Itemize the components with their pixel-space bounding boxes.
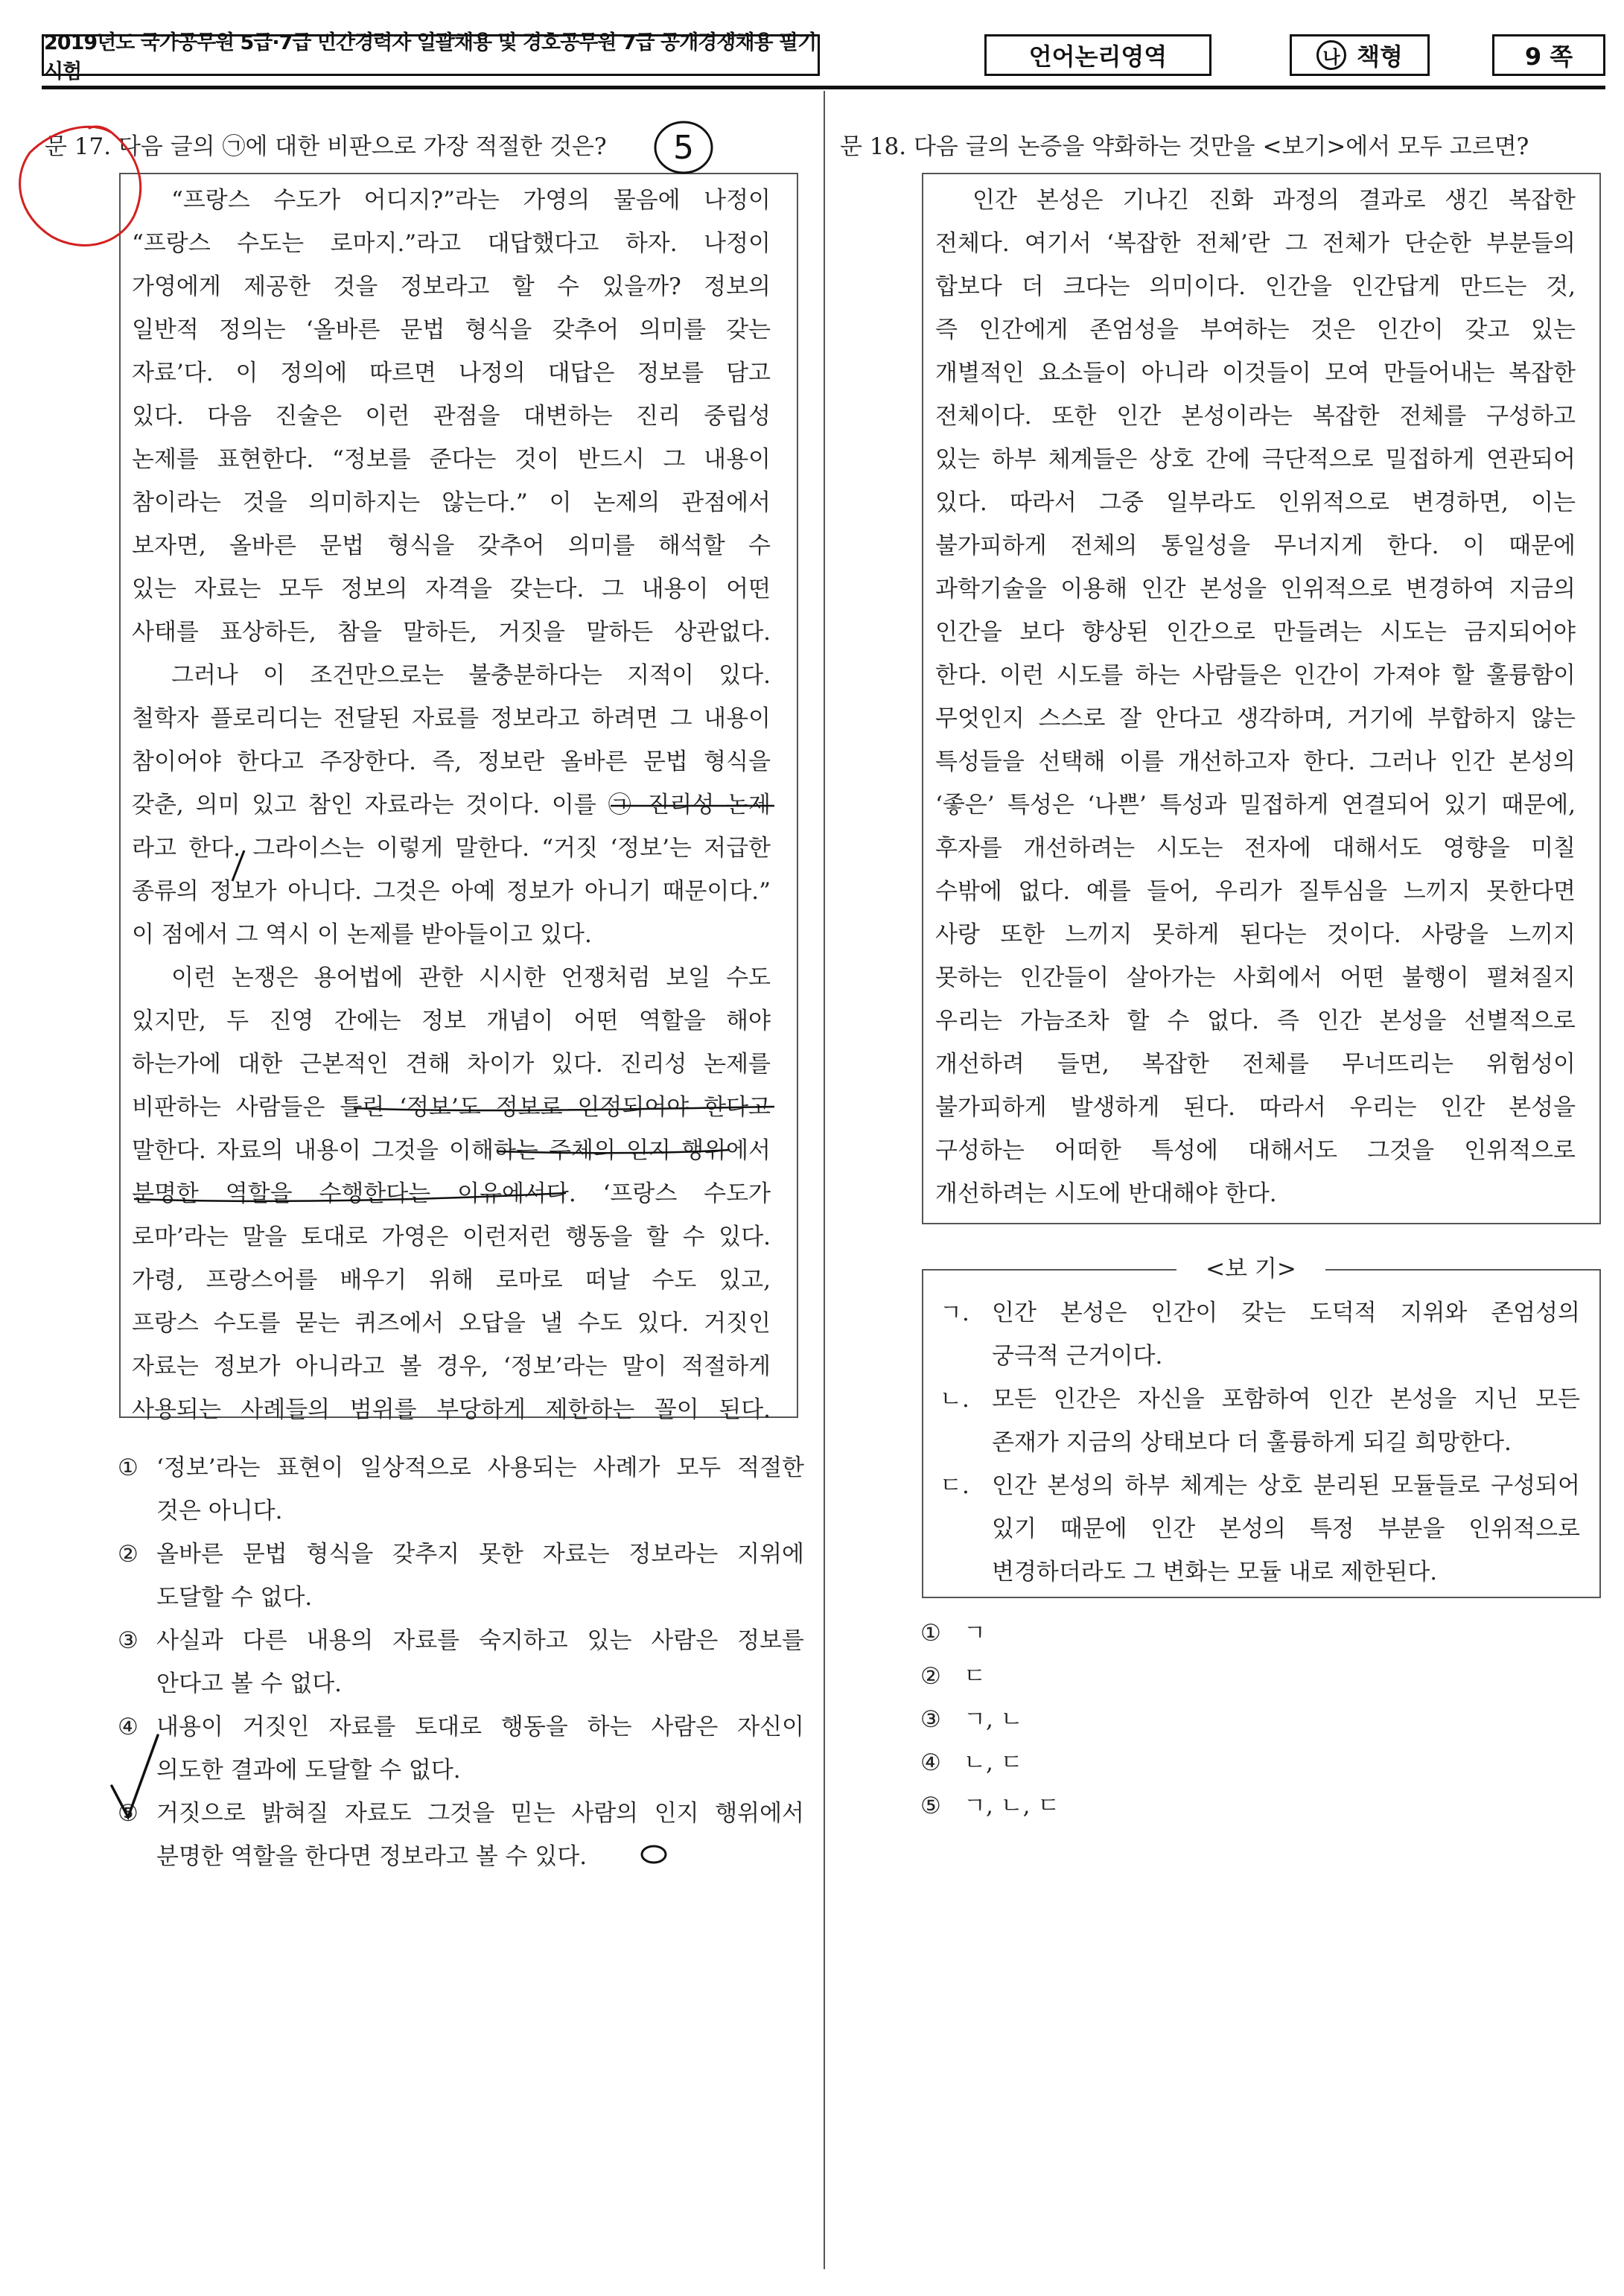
passage-line: 수밖에 없다. 예를 들어, 우리가 질투심을 느끼지 못한다면 [935, 878, 1576, 905]
choice-text: ㄱ, ㄴ, ㄷ [964, 1793, 1060, 1819]
passage-line: 자료’다. 이 정의에 따르면 나정의 대답은 정보를 담고 [132, 360, 771, 387]
passage-line: 개별적인 요소들이 아니라 이것들이 모여 만들어내는 복잡한 [935, 360, 1576, 387]
choice-number: ② [920, 1663, 941, 1690]
page-number-box [1492, 34, 1605, 76]
passage-line: 인간을 보다 향상된 인간으로 만들려는 시도는 금지되어야 [935, 619, 1576, 646]
column-divider [824, 91, 825, 2269]
choice-text: 안다고 볼 수 없다. [156, 1670, 343, 1697]
passage-line: 하는가에 대한 근본적인 견해 차이가 있다. 진리성 논제를 [132, 1051, 771, 1078]
booklet-mark: 나 [1316, 40, 1346, 70]
passage-line: 우리는 가늠조차 할 수 없다. 즉 인간 본성을 선별적으로 [935, 1008, 1576, 1034]
q18-title: 문 18. 다음 글의 논증을 약화하는 것만을 <보기>에서 모두 고르면? [840, 133, 1529, 160]
passage-line: 비판하는 사람들은 틀린 ‘정보’도 정보로 인정되어야 한다고 [132, 1094, 771, 1121]
passage-line: 과학기술을 이용해 인간 본성을 인위적으로 변경하여 지금의 [935, 576, 1576, 602]
passage-line: 있는 자료는 모두 정보의 자격을 갖는다. 그 내용이 어떤 [132, 576, 771, 602]
choice-text: ㄷ [964, 1663, 986, 1690]
page-number: 9 쪽 [1524, 42, 1573, 71]
passage-line: 무엇인지 스스로 잘 안다고 생각하며, 거기에 부합하지 않는 [935, 705, 1576, 732]
passage-line: 프랑스 수도를 묻는 퀴즈에서 오답을 낼 수도 있다. 거짓인 [132, 1310, 771, 1337]
passage-line: 로마’라는 말을 토대로 가영은 이런저런 행동을 할 수 있다. [132, 1224, 771, 1250]
bogi-title: <보 기> [1176, 1247, 1325, 1291]
passage-line: 불가피하게 전체의 통일성을 무너지게 한다. 이 때문에 [935, 532, 1576, 559]
choice-text: 것은 아니다. [156, 1498, 283, 1524]
passage-line: 구성하는 어떠한 특성에 대해서도 그것을 인위적으로 [935, 1137, 1576, 1164]
passage-line: “프랑스 수도가 어디지?”라는 가영의 물음에 나정이 [171, 187, 771, 214]
choice-text: 거짓으로 밝혀질 자료도 그것을 믿는 사람의 인지 행위에서 [156, 1800, 804, 1827]
passage-line: 종류의 정보가 아니다. 그것은 아예 정보가 아니기 때문이다.” [132, 878, 771, 905]
passage-line: “프랑스 수도는 로마지.”라고 대답했다고 하자. 나정이 [132, 230, 771, 257]
booklet-type-box [1290, 34, 1430, 76]
q17-title: 문 17. 다음 글의 ㉠에 대한 비판으로 가장 적절한 것은? [45, 133, 607, 160]
bogi-text: 궁극적 근거이다. [992, 1343, 1163, 1370]
passage-line: ‘좋은’ 특성은 ‘나쁜’ 특성과 밀접하게 연결되어 있기 때문에, [935, 792, 1576, 818]
bogi-text: 인간 본성은 인간이 갖는 도덕적 지위와 존엄성의 [992, 1300, 1580, 1326]
bogi-text: 존재가 지금의 상태보다 더 훌륭하게 되길 희망한다. [992, 1429, 1512, 1456]
passage-line: 있는 하부 체계들은 상호 간에 극단적으로 밀접하게 연관되어 [935, 446, 1576, 473]
passage-line: 개선하려 들면, 복잡한 전체를 무너뜨리는 위험성이 [935, 1051, 1576, 1078]
bogi-label: ㄴ. [940, 1386, 969, 1413]
choice-number: ① [118, 1454, 138, 1481]
choice-text: 도달할 수 없다. [156, 1584, 313, 1611]
passage-line: 자료는 정보가 아니라고 볼 경우, ‘정보’라는 말이 적절하게 [132, 1353, 771, 1380]
choice-text: ㄱ [964, 1620, 986, 1647]
bogi-text: 변경하더라도 그 변화는 모듈 내로 제한된다. [992, 1559, 1438, 1586]
bogi-text: 있기 때문에 인간 본성의 특정 부분을 인위적으로 [992, 1516, 1580, 1542]
passage-line: 논제를 표현한다. “정보를 준다는 것이 반드시 그 내용이 [132, 446, 771, 473]
choice-text: 사실과 다른 내용의 자료를 숙지하고 있는 사람은 정보를 [156, 1627, 804, 1654]
passage-line: 철학자 플로리디는 전달된 자료를 정보라고 하려면 그 내용이 [132, 705, 771, 732]
choice-number: ⑤ [118, 1800, 138, 1827]
choice-text: 분명한 역할을 한다면 정보라고 볼 수 있다. [156, 1843, 587, 1870]
choice-text: 의도한 결과에 도달할 수 없다. [156, 1757, 461, 1784]
choice-number: ③ [118, 1627, 138, 1654]
passage-line: 라고 한다. 그라이스는 이렇게 말한다. “거짓 ‘정보’는 저급한 [132, 835, 771, 862]
subject-label: 언어논리영역 [1028, 42, 1168, 71]
passage-line: 이 점에서 그 역시 이 논제를 받아들이고 있다. [132, 921, 592, 948]
passage-line: 그러나 이 조건만으로는 불충분하다는 지적이 있다. [171, 662, 771, 689]
passage-line: 합보다 더 크다는 의미이다. 인간을 인간답게 만드는 것, [935, 273, 1576, 300]
passage-line: 즉 인간에게 존엄성을 부여하는 것은 인간이 갖고 있는 [935, 317, 1576, 343]
passage-line: 가령, 프랑스어를 배우기 위해 로마로 떠날 수도 있고, [132, 1267, 771, 1294]
passage-line: 참이어야 한다고 주장한다. 즉, 정보란 올바른 문법 형식을 [132, 748, 771, 775]
exam-title-box [42, 31, 820, 83]
passage-line: 못하는 인간들이 살아가는 사회에서 어떤 불행이 펼쳐질지 [935, 964, 1576, 991]
bogi-text: 인간 본성의 하부 체계는 상호 분리된 모듈들로 구성되어 [992, 1472, 1580, 1499]
passage-line: 참이라는 것을 의미하지는 않는다.” 이 논제의 관점에서 [132, 489, 771, 516]
passage-line: 사태를 표상하든, 참을 말하든, 거짓을 말하든 상관없다. [132, 619, 771, 646]
passage-line: 일반적 정의는 ‘올바른 문법 형식을 갖추어 의미를 갖는 [132, 317, 771, 343]
passage-line: 한다. 이런 시도를 하는 사람들은 인간이 가져야 할 훌륭함이 [935, 662, 1576, 689]
passage-line: 특성들을 선택해 이를 개선하고자 한다. 그러나 인간 본성의 [935, 748, 1576, 775]
passage-line: 전체이다. 또한 인간 본성이라는 복잡한 전체를 구성하고 [935, 403, 1576, 430]
choice-number: ④ [920, 1749, 941, 1776]
choice-text: ㄴ, ㄷ [964, 1749, 1023, 1776]
passage-line: 불가피하게 발생하게 된다. 따라서 우리는 인간 본성을 [935, 1094, 1576, 1121]
choice-number: ③ [920, 1706, 941, 1733]
passage-line: 후자를 개선하려는 시도는 전자에 대해서도 영향을 미칠 [935, 835, 1576, 862]
passage-line: 이런 논쟁은 용어법에 관한 시시한 언쟁처럼 보일 수도 [171, 964, 771, 991]
passage-line: 사랑 또한 느끼지 못하게 된다는 것이다. 사랑을 느끼지 [935, 921, 1576, 948]
choice-number: ② [118, 1541, 138, 1568]
choice-text: 올바른 문법 형식을 갖추지 못한 자료는 정보라는 지위에 [156, 1541, 804, 1568]
passage-line: 보자면, 올바른 문법 형식을 갖추어 의미를 해석할 수 [132, 532, 771, 559]
handwritten-answer-digit: 5 [673, 129, 694, 167]
header-rule [42, 86, 1605, 89]
passage-line: 개선하려는 시도에 반대해야 한다. [935, 1180, 1277, 1207]
choice-text: ‘정보’라는 표현이 일상적으로 사용되는 사례가 모두 적절한 [156, 1454, 804, 1481]
bogi-text: 모든 인간은 자신을 포함하여 인간 본성을 지닌 모든 [992, 1386, 1580, 1413]
passage-line: 갖춘, 의미 있고 참인 자료라는 것이다. 이를 ㉠ 진리성 논제 [132, 792, 771, 818]
choice-number: ⑤ [920, 1793, 941, 1819]
booklet-label: 책형 [1357, 42, 1403, 71]
choice-number: ④ [118, 1714, 138, 1740]
choice-number: ① [920, 1620, 941, 1647]
choice-text: 내용이 거짓인 자료를 토대로 행동을 하는 사람은 자신이 [156, 1714, 804, 1740]
passage-line: 있다. 다음 진술은 이런 관점을 대변하는 진리 중립성 [132, 403, 771, 430]
passage-line: 말한다. 자료의 내용이 그것을 이해하는 주체의 인지 행위에서 [132, 1137, 771, 1164]
bogi-label: ㄷ. [940, 1472, 969, 1499]
exam-title: 2019년도 국가공무원 5급·7급 민간경력자 일괄채용 및 경호공무원 7급 공개경쟁채용 필기시험 [44, 31, 817, 83]
passage-line: 전체다. 여기서 ‘복잡한 전체’란 그 전체가 단순한 부분들의 [935, 230, 1576, 257]
passage-line: 분명한 역할을 수행한다는 이유에서다. ‘프랑스 수도가 [132, 1180, 771, 1207]
bogi-label: ㄱ. [940, 1300, 969, 1326]
choice-text: ㄱ, ㄴ [964, 1706, 1023, 1733]
passage-line: 있지만, 두 진영 간에는 정보 개념이 어떤 역할을 해야 [132, 1008, 771, 1034]
passage-line: 사용되는 사례들의 범위를 부당하게 제한하는 꼴이 된다. [132, 1396, 771, 1423]
passage-line: 가영에게 제공한 것을 정보라고 할 수 있을까? 정보의 [132, 273, 771, 300]
passage-line: 있다. 따라서 그중 일부라도 인위적으로 변경하면, 이는 [935, 489, 1576, 516]
passage-line: 인간 본성은 기나긴 진화 과정의 결과로 생긴 복잡한 [972, 187, 1576, 214]
subject-box [984, 34, 1211, 76]
